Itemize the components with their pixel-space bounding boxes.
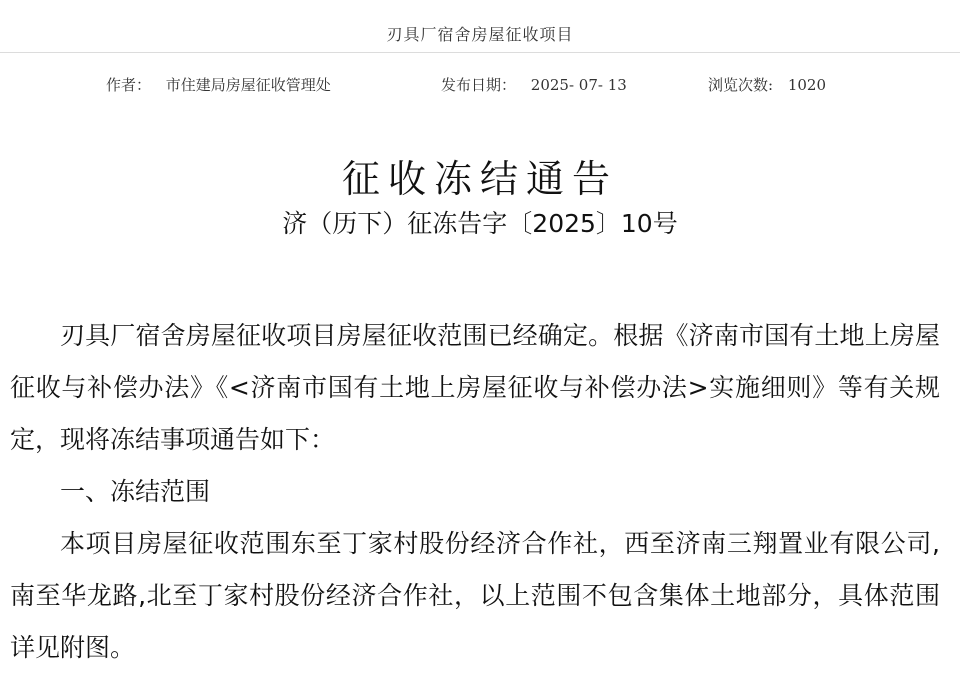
- body-paragraph-intro: 刃具厂宿舍房屋征收项目房屋征收范围已经确定。根据《济南市国有土地上房屋征收与补偿办法》《<济南市国有土地上房屋征收与补偿办法>实施细则》等有关规定，现将冻结事项通告如下：: [10, 321, 940, 454]
- body-paragraph-scope: 本项目房屋征收范围东至丁家村股份经济合作社，西至济南三翔置业有限公司,南至华龙路,北至丁家村股份经济合作社，以上范围不包含集体土地部分，具体范围详见附图。: [10, 529, 940, 662]
- document-number: 济（历下）征冻告字〔2025〕10号: [282, 209, 678, 238]
- section-heading-freeze-scope: 一、冻结范围: [60, 477, 211, 506]
- meta-view-count: [708, 74, 826, 95]
- notice-body: [10, 310, 940, 674]
- page-header-title: 刃具厂宿舍房屋征收项目: [386, 25, 574, 44]
- date-value: 2025- 07- 13: [530, 76, 627, 94]
- meta-publish-date: [441, 74, 627, 95]
- header-divider: [0, 52, 960, 53]
- author-value: 市住建局房屋征收管理处: [165, 76, 331, 94]
- notice-title: 征收冻结通告: [341, 157, 618, 201]
- views-value: 1020: [787, 76, 827, 94]
- author-label: 作者：: [106, 76, 152, 94]
- meta-author: [106, 74, 331, 95]
- views-label: 浏览次数:: [708, 76, 774, 94]
- date-label: 发布日期：: [441, 76, 517, 94]
